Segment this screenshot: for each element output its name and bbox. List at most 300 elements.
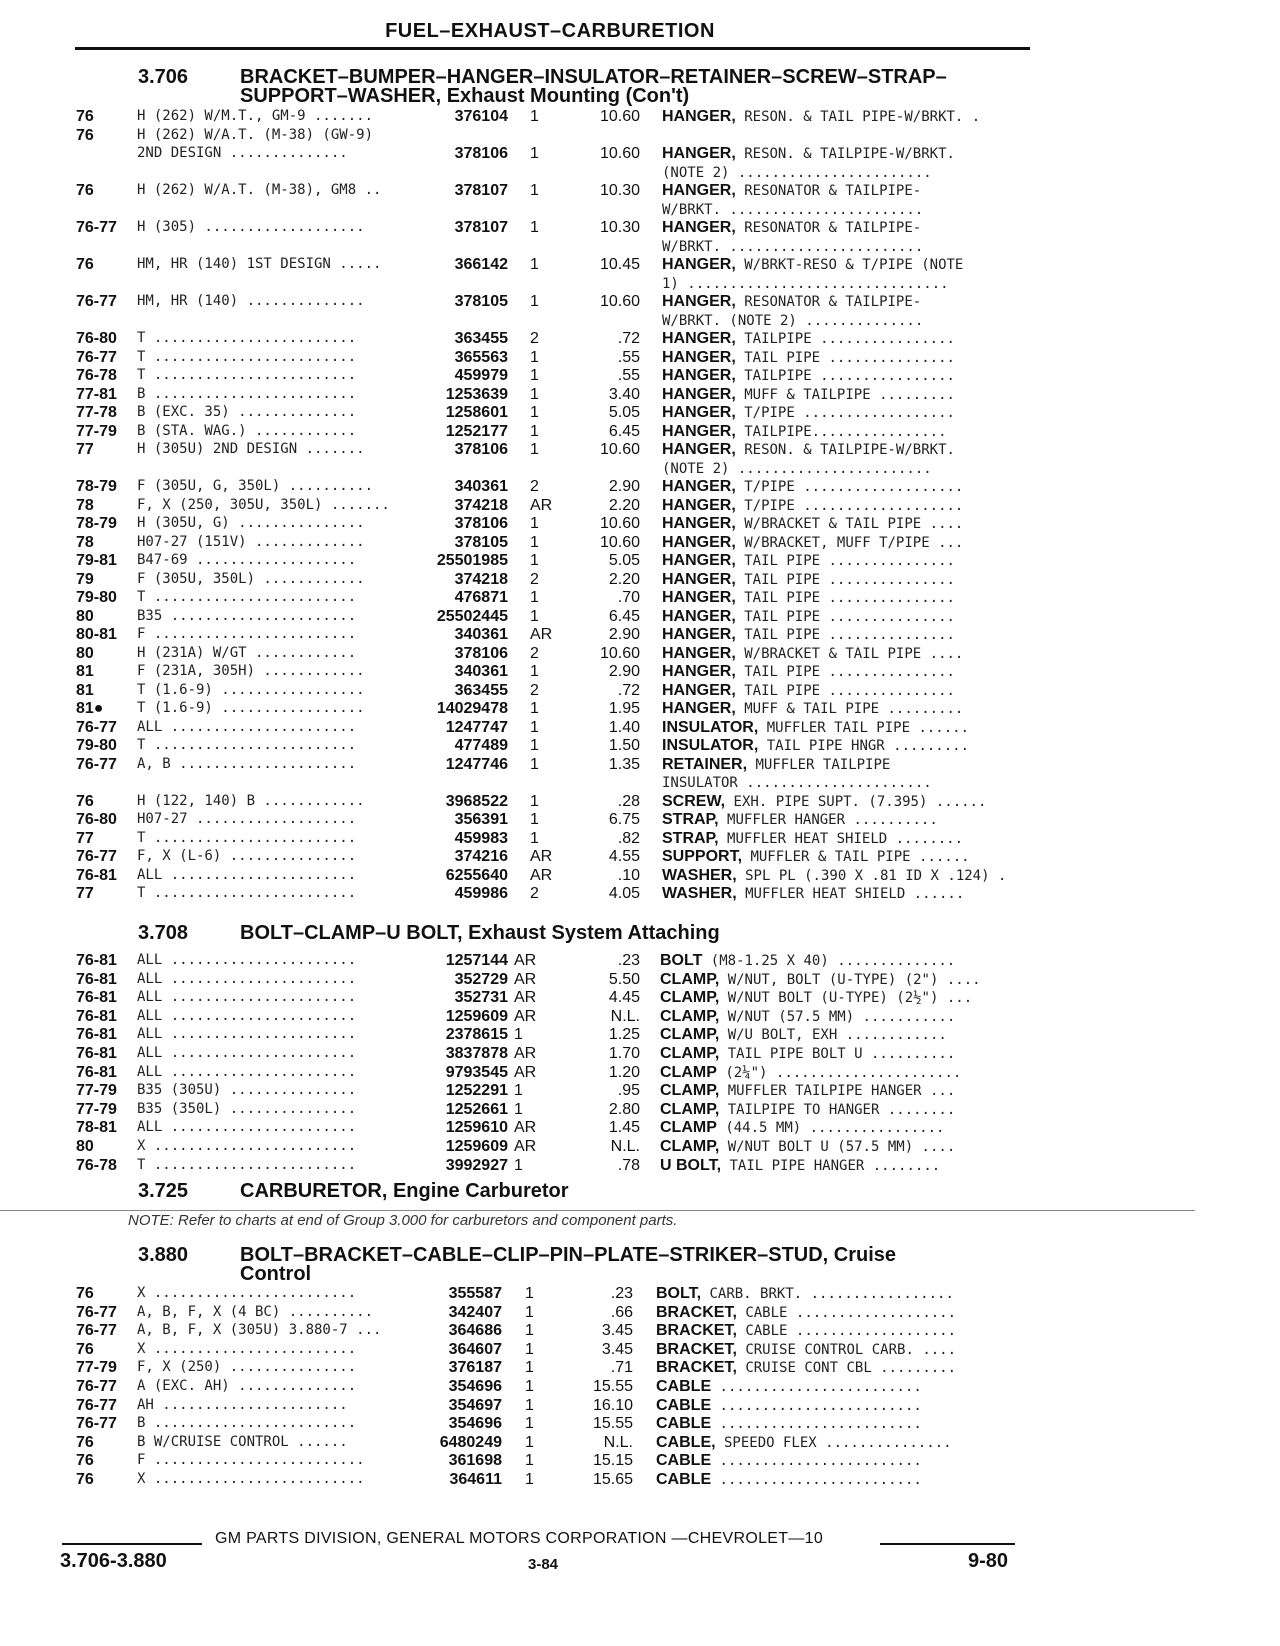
year-cell: 79-81 <box>76 552 117 569</box>
quantity-cell: 1 <box>530 552 539 569</box>
price-cell: .70 <box>617 589 640 606</box>
quantity-cell: 1 <box>514 1100 523 1118</box>
table-row <box>0 478 1280 497</box>
year-cell: 81 <box>76 681 94 699</box>
part-description: W/BRACKET, MUFF T/PIPE ... <box>735 534 964 551</box>
quantity-cell: 1 <box>530 256 539 273</box>
description-cell <box>662 312 923 330</box>
description-cell <box>662 201 923 219</box>
table-row <box>0 552 1280 571</box>
year-cell: 76-81 <box>76 866 117 884</box>
part-description: W/BRKT. ....................... <box>662 238 924 255</box>
part-number-cell: 1259610 <box>445 1119 508 1137</box>
part-name: BRACKET, <box>656 1359 737 1377</box>
footer-rule <box>62 1543 202 1545</box>
year-cell: 76 <box>76 126 94 144</box>
part-number-cell: 374218 <box>454 570 508 588</box>
model-cell: ALL ...................... <box>137 866 357 883</box>
year-cell: 80 <box>76 1138 94 1155</box>
description-cell <box>660 1119 944 1137</box>
part-description: TAIL PIPE ............... <box>735 349 955 366</box>
description-cell <box>662 293 921 311</box>
part-number-cell: 476871 <box>454 589 508 606</box>
part-number-cell: 364607 <box>448 1340 502 1358</box>
footer-rule <box>880 1543 1015 1545</box>
year-cell: 77-79 <box>76 422 117 440</box>
quantity-cell: AR <box>514 970 537 988</box>
part-description: W/BRKT. ....................... <box>662 201 924 218</box>
table-row <box>0 201 1280 220</box>
model-cell: ALL ...................... <box>137 1007 357 1024</box>
model-cell: H07-27 ................... <box>137 811 357 827</box>
year-cell: 77-79 <box>76 1359 117 1377</box>
quantity-cell: 1 <box>530 182 539 199</box>
part-name: BOLT <box>660 952 703 969</box>
part-number-cell: 352729 <box>454 970 508 988</box>
year-cell: 78-79 <box>76 515 117 532</box>
part-number-cell: 378106 <box>454 441 508 458</box>
section-number: 3.725 <box>138 1180 189 1202</box>
model-cell: B ........................ <box>137 1415 357 1432</box>
year-cell: 76-80 <box>76 330 117 347</box>
part-name: CABLE, <box>656 1433 716 1451</box>
part-description: MUFF & TAIL PIPE ......... <box>735 701 964 717</box>
model-cell: B35 (305U) ............... <box>137 1082 357 1099</box>
quantity-cell: 1 <box>525 1285 534 1302</box>
quantity-cell: 2 <box>530 330 539 347</box>
quantity-cell: 1 <box>525 1359 534 1377</box>
part-name: HANGER, <box>662 607 736 625</box>
part-description: MUFFLER TAILPIPE <box>747 756 891 773</box>
price-cell: 4.55 <box>608 848 640 865</box>
year-cell: 76-81 <box>76 1063 117 1081</box>
part-description: EXH. PIPE SUPT. (7.395) ...... <box>725 793 987 810</box>
description-cell <box>662 478 963 496</box>
section-title <box>240 924 1040 943</box>
description-cell <box>662 645 963 663</box>
part-number-cell: 3837878 <box>445 1045 508 1062</box>
quantity-cell: 1 <box>530 145 539 162</box>
price-cell: 3.45 <box>601 1340 633 1358</box>
year-cell: 76-77 <box>76 1415 117 1433</box>
year-cell: 76 <box>76 1340 94 1358</box>
description-cell <box>660 1008 955 1026</box>
table-row <box>0 1322 1280 1341</box>
part-number-cell: 340361 <box>454 626 508 643</box>
description-cell <box>656 1434 952 1452</box>
part-description: RESONATOR & TAILPIPE- <box>735 220 922 236</box>
model-cell: X ......................... <box>137 1471 365 1487</box>
part-description: TAILPIPE ................ <box>735 331 955 347</box>
part-description: MUFF & TAILPIPE ......... <box>735 386 955 403</box>
table-row <box>0 737 1280 756</box>
model-cell: X ........................ <box>137 1340 357 1357</box>
model-cell: A, B, F, X (4 BC) .......... <box>137 1303 374 1320</box>
price-cell: 15.65 <box>592 1471 633 1488</box>
table-row <box>0 182 1280 201</box>
price-cell: .23 <box>617 952 640 969</box>
model-cell: H (305U) 2ND DESIGN ....... <box>137 441 365 457</box>
quantity-cell: 2 <box>530 478 539 495</box>
table-row <box>0 145 1280 164</box>
quantity-cell: 2 <box>530 644 539 662</box>
description-cell <box>662 256 963 274</box>
table-row <box>0 164 1280 183</box>
table-row <box>0 774 1280 793</box>
section-title <box>240 68 1040 106</box>
part-name: HANGER, <box>662 145 736 162</box>
description-cell <box>662 534 963 552</box>
part-number-cell: 9793545 <box>445 1063 508 1081</box>
part-number-cell: 378105 <box>454 293 508 310</box>
quantity-cell: 1 <box>530 404 539 421</box>
part-number-cell: 459983 <box>454 829 508 847</box>
note-text: NOTE: Refer to charts at end of Group 3.000 for carburetors and component parts. <box>128 1212 678 1229</box>
description-cell <box>660 1138 955 1156</box>
price-cell: N.L. <box>603 1433 633 1451</box>
description-cell <box>662 404 955 422</box>
model-cell: B47-69 ................... <box>137 552 357 568</box>
part-name: CLAMP, <box>660 1082 720 1100</box>
description-cell <box>662 571 955 589</box>
price-cell: 1.25 <box>608 1026 640 1044</box>
part-number-cell: 354697 <box>448 1396 502 1414</box>
part-number-cell: 1252661 <box>445 1100 508 1118</box>
part-description: ........................ <box>711 1379 922 1395</box>
section-number: 3.880 <box>138 1244 189 1266</box>
description-cell <box>662 182 921 200</box>
part-name: BRACKET, <box>656 1303 737 1321</box>
model-cell: HM, HR (140) 1ST DESIGN ..... <box>137 256 382 272</box>
part-name: HANGER, <box>662 404 736 421</box>
quantity-cell: 1 <box>514 1156 523 1174</box>
description-cell <box>662 626 955 644</box>
description-cell <box>662 811 938 829</box>
part-name: HANGER, <box>662 626 736 643</box>
year-cell: 77 <box>76 441 94 458</box>
description-cell <box>662 219 921 237</box>
section-title-line: BOLT–CLAMP–U BOLT, Exhaust System Attaching <box>240 922 720 944</box>
model-cell: B (EXC. 35) .............. <box>137 404 357 420</box>
table-row <box>0 127 1280 146</box>
part-name: HANGER, <box>662 256 736 273</box>
description-cell <box>662 386 955 404</box>
part-number-cell: 364686 <box>448 1322 502 1340</box>
part-number-cell: 356391 <box>454 811 508 828</box>
part-name: CLAMP, <box>660 1026 720 1044</box>
table-row <box>0 1415 1280 1434</box>
part-name: HANGER, <box>662 515 736 532</box>
part-name: CLAMP <box>660 1119 717 1137</box>
section-title-line: SUPPORT–WASHER, Exhaust Mounting (Con't) <box>240 85 690 107</box>
part-description: MUFFLER TAIL PIPE ...... <box>758 719 970 736</box>
part-description: W/NUT BOLT (U-TYPE) (2½") ... <box>719 990 973 1007</box>
part-number-cell: 378107 <box>454 219 508 236</box>
table-row <box>0 515 1280 534</box>
part-name: CLAMP, <box>660 970 720 988</box>
part-number-cell: 354696 <box>448 1415 502 1433</box>
model-cell: T ........................ <box>137 589 357 605</box>
description-cell <box>662 682 955 700</box>
part-name: CABLE <box>656 1378 712 1395</box>
part-description: (2¼") ...................... <box>716 1064 962 1081</box>
model-cell: F, X (L-6) ............... <box>137 848 357 864</box>
quantity-cell: 1 <box>530 533 539 551</box>
quantity-cell: AR <box>514 1045 537 1062</box>
part-description: 1) ............................... <box>662 275 949 292</box>
part-name: CLAMP, <box>660 1100 720 1118</box>
table-row <box>0 1045 1280 1064</box>
year-cell: 76 <box>76 108 94 125</box>
price-cell: 15.55 <box>592 1378 633 1395</box>
description-cell <box>656 1285 954 1303</box>
quantity-cell: 1 <box>530 792 539 810</box>
table-row <box>0 1471 1280 1490</box>
part-description: T/PIPE ................... <box>735 479 964 495</box>
quantity-cell: 1 <box>525 1433 534 1451</box>
model-cell: H (262) W/A.T. (M-38) (GW-9) <box>137 126 374 143</box>
quantity-cell: 1 <box>514 1026 523 1044</box>
table-row <box>0 460 1280 479</box>
description-cell <box>662 885 964 903</box>
year-cell: 78-79 <box>76 478 117 495</box>
description-cell <box>656 1415 922 1433</box>
price-cell: 6.75 <box>608 811 640 828</box>
table-row <box>0 682 1280 701</box>
model-cell: B (STA. WAG.) ............ <box>137 422 357 439</box>
description-cell <box>660 1082 955 1100</box>
model-cell: T ........................ <box>137 348 357 365</box>
part-description: SPEEDO FLEX ............... <box>715 1434 952 1451</box>
quantity-cell: 1 <box>530 700 539 717</box>
price-cell: .72 <box>617 681 640 699</box>
price-cell: 1.45 <box>608 1119 640 1137</box>
price-cell: 6.45 <box>608 422 640 440</box>
description-cell <box>660 1157 940 1175</box>
quantity-cell: 1 <box>530 348 539 366</box>
part-description: W/U BOLT, EXH ............ <box>719 1027 947 1044</box>
table-row <box>0 1341 1280 1360</box>
part-description: MUFFLER HEAT SHIELD ........ <box>718 830 964 847</box>
quantity-cell: 1 <box>525 1452 534 1470</box>
description-cell <box>656 1341 956 1359</box>
part-number-cell: 340361 <box>454 478 508 495</box>
table-row <box>0 275 1280 294</box>
part-description: (44.5 MM) ................ <box>716 1120 945 1137</box>
part-name: HANGER, <box>662 108 736 125</box>
part-name: HANGER, <box>662 422 736 440</box>
part-number-cell: 25502445 <box>436 607 508 625</box>
part-number-cell: 361698 <box>448 1452 502 1470</box>
section-title-line: BOLT–BRACKET–CABLE–CLIP–PIN–PLATE–STRIKER–STUD, Cruise <box>240 1244 897 1266</box>
price-cell: 2.20 <box>608 570 640 588</box>
section-title-line: CARBURETOR, Engine Carburetor <box>240 1180 569 1202</box>
price-cell: .55 <box>617 367 640 384</box>
part-name: HANGER, <box>662 348 736 366</box>
part-number-cell: 1252291 <box>445 1082 508 1100</box>
part-number-cell: 459986 <box>454 885 508 902</box>
table-row <box>0 867 1280 886</box>
part-description: MUFFLER & TAIL PIPE ...... <box>742 849 970 865</box>
model-cell: AH ...................... <box>137 1396 348 1413</box>
part-number-cell: 459979 <box>454 367 508 384</box>
description-cell <box>660 971 981 989</box>
quantity-cell: 1 <box>525 1340 534 1358</box>
part-number-cell: 6255640 <box>445 866 508 884</box>
quantity-cell: 1 <box>530 293 539 310</box>
model-cell: A, B ..................... <box>137 755 357 772</box>
model-cell: ALL ...................... <box>137 1063 357 1080</box>
model-cell: H (262) W/M.T., GM-9 ....... <box>137 108 374 124</box>
description-cell <box>662 330 955 348</box>
part-name: HANGER, <box>662 570 736 588</box>
part-number-cell: 364611 <box>449 1471 502 1488</box>
quantity-cell: 1 <box>530 718 539 736</box>
year-cell: 77-79 <box>76 1100 117 1118</box>
description-cell <box>662 367 955 385</box>
quantity-cell: 1 <box>525 1303 534 1321</box>
part-name: BRACKET, <box>656 1322 737 1340</box>
part-description: CABLE ................... <box>736 1323 957 1340</box>
description-cell <box>662 145 955 163</box>
footer-date: 9-80 <box>968 1550 1009 1572</box>
section-title <box>240 1182 1040 1201</box>
description-cell <box>662 756 890 774</box>
year-cell: 76-81 <box>76 970 117 988</box>
quantity-cell: 1 <box>525 1378 534 1395</box>
table-row <box>0 663 1280 682</box>
part-number-cell: 1252177 <box>445 422 508 440</box>
part-name: HANGER, <box>662 644 736 662</box>
part-description: MUFFLER TAILPIPE HANGER ... <box>719 1083 956 1100</box>
description-cell <box>662 793 986 811</box>
table-row <box>0 404 1280 423</box>
price-cell: 4.05 <box>608 885 640 902</box>
model-cell: ALL ...................... <box>137 718 357 735</box>
description-cell <box>660 1101 955 1119</box>
price-cell: 1.70 <box>608 1045 640 1062</box>
year-cell: 76 <box>76 1285 94 1302</box>
year-cell: 76-77 <box>76 1396 117 1414</box>
part-description: W/NUT, BOLT (U-TYPE) (2") .... <box>719 971 981 988</box>
year-cell: 79 <box>76 570 94 588</box>
year-cell: 76-77 <box>76 1303 117 1321</box>
model-cell: ALL ...................... <box>137 970 357 987</box>
description-cell <box>662 737 969 755</box>
model-cell: HM, HR (140) .............. <box>137 293 365 309</box>
section-title-line: BRACKET–BUMPER–HANGER–INSULATOR–RETAINER–SCREW–STRAP– <box>240 66 947 88</box>
price-cell: 2.90 <box>608 478 640 495</box>
table-row <box>0 830 1280 849</box>
quantity-cell: 2 <box>530 681 539 699</box>
price-cell: 1.95 <box>608 700 640 717</box>
price-cell: 10.60 <box>599 533 640 551</box>
description-cell <box>662 108 980 126</box>
part-description: TAILPIPE TO HANGER ........ <box>719 1101 956 1118</box>
part-description: INSULATOR ...................... <box>662 775 932 791</box>
description-cell <box>662 515 963 533</box>
price-cell: 10.60 <box>599 515 640 532</box>
model-cell: F ......................... <box>137 1452 365 1469</box>
part-description: TAIL PIPE BOLT U .......... <box>719 1046 956 1062</box>
description-cell <box>662 663 955 681</box>
part-name: SCREW, <box>662 792 726 810</box>
description-cell <box>660 1045 955 1063</box>
quantity-cell: 1 <box>530 385 539 403</box>
part-description: RESONATOR & TAILPIPE- <box>735 183 922 199</box>
section-title-line: Control <box>240 1263 312 1285</box>
model-cell: F (231A, 305H) ............ <box>137 663 365 679</box>
part-description: CRUISE CONT CBL ......... <box>736 1360 957 1377</box>
part-description: ........................ <box>711 1472 922 1488</box>
description-cell <box>662 589 955 607</box>
year-cell: 80 <box>76 607 94 625</box>
year-cell: 76-81 <box>76 952 117 969</box>
quantity-cell: 1 <box>530 589 539 606</box>
quantity-cell: 1 <box>525 1415 534 1433</box>
year-cell: 76-77 <box>76 219 117 236</box>
part-number-cell: 1257144 <box>445 952 508 969</box>
table-row <box>0 330 1280 349</box>
part-name: HANGER, <box>662 552 736 569</box>
part-name: CABLE <box>656 1396 712 1414</box>
price-cell: 10.60 <box>599 145 640 162</box>
part-description: (NOTE 2) ....................... <box>662 164 932 181</box>
part-description: TAIL PIPE ............... <box>735 664 955 680</box>
part-name: WASHER, <box>662 885 737 902</box>
description-cell <box>656 1452 922 1470</box>
table-row <box>0 293 1280 312</box>
footer-range: 3.706-3.880 <box>60 1550 167 1572</box>
table-row <box>0 1397 1280 1416</box>
description-cell <box>662 867 1006 885</box>
part-description: W/BRACKET & TAIL PIPE .... <box>735 516 964 532</box>
description-cell <box>662 497 963 515</box>
quantity-cell: 1 <box>514 1082 523 1100</box>
table-row <box>0 1008 1280 1027</box>
part-name: HANGER, <box>662 367 736 384</box>
title-rule <box>75 47 1030 50</box>
year-cell: 81 <box>76 663 94 680</box>
year-cell: 79-80 <box>76 589 117 606</box>
part-description: TAIL PIPE ............... <box>735 682 955 699</box>
price-cell: 16.10 <box>592 1396 633 1414</box>
year-cell: 80 <box>76 644 94 662</box>
model-cell: X ........................ <box>137 1138 357 1154</box>
model-cell: H (122, 140) B ............ <box>137 792 365 809</box>
year-cell: 76-77 <box>76 848 117 865</box>
price-cell: 2.90 <box>608 663 640 680</box>
part-description: (NOTE 2) ....................... <box>662 460 932 477</box>
table-row <box>0 645 1280 664</box>
part-description: T/PIPE ................... <box>735 497 964 514</box>
part-name: SUPPORT, <box>662 848 743 865</box>
quantity-cell: 1 <box>530 441 539 458</box>
part-name: HANGER, <box>662 533 736 551</box>
quantity-cell: AR <box>514 989 537 1007</box>
model-cell: H (305) ................... <box>137 219 365 235</box>
model-cell: H (262) W/A.T. (M-38), GM8 .. <box>137 182 382 198</box>
part-description: CRUISE CONTROL CARB. .... <box>736 1341 957 1358</box>
part-name: U BOLT, <box>660 1156 722 1174</box>
model-cell: B W/CRUISE CONTROL ...... <box>137 1433 348 1450</box>
price-cell: 5.05 <box>608 404 640 421</box>
price-cell: 3.40 <box>608 385 640 403</box>
table-row <box>0 885 1280 904</box>
price-cell: 6.45 <box>608 607 640 625</box>
part-name: CLAMP, <box>660 1138 720 1155</box>
part-description: SPL PL (.390 X .81 ID X .124) . <box>736 867 1007 884</box>
